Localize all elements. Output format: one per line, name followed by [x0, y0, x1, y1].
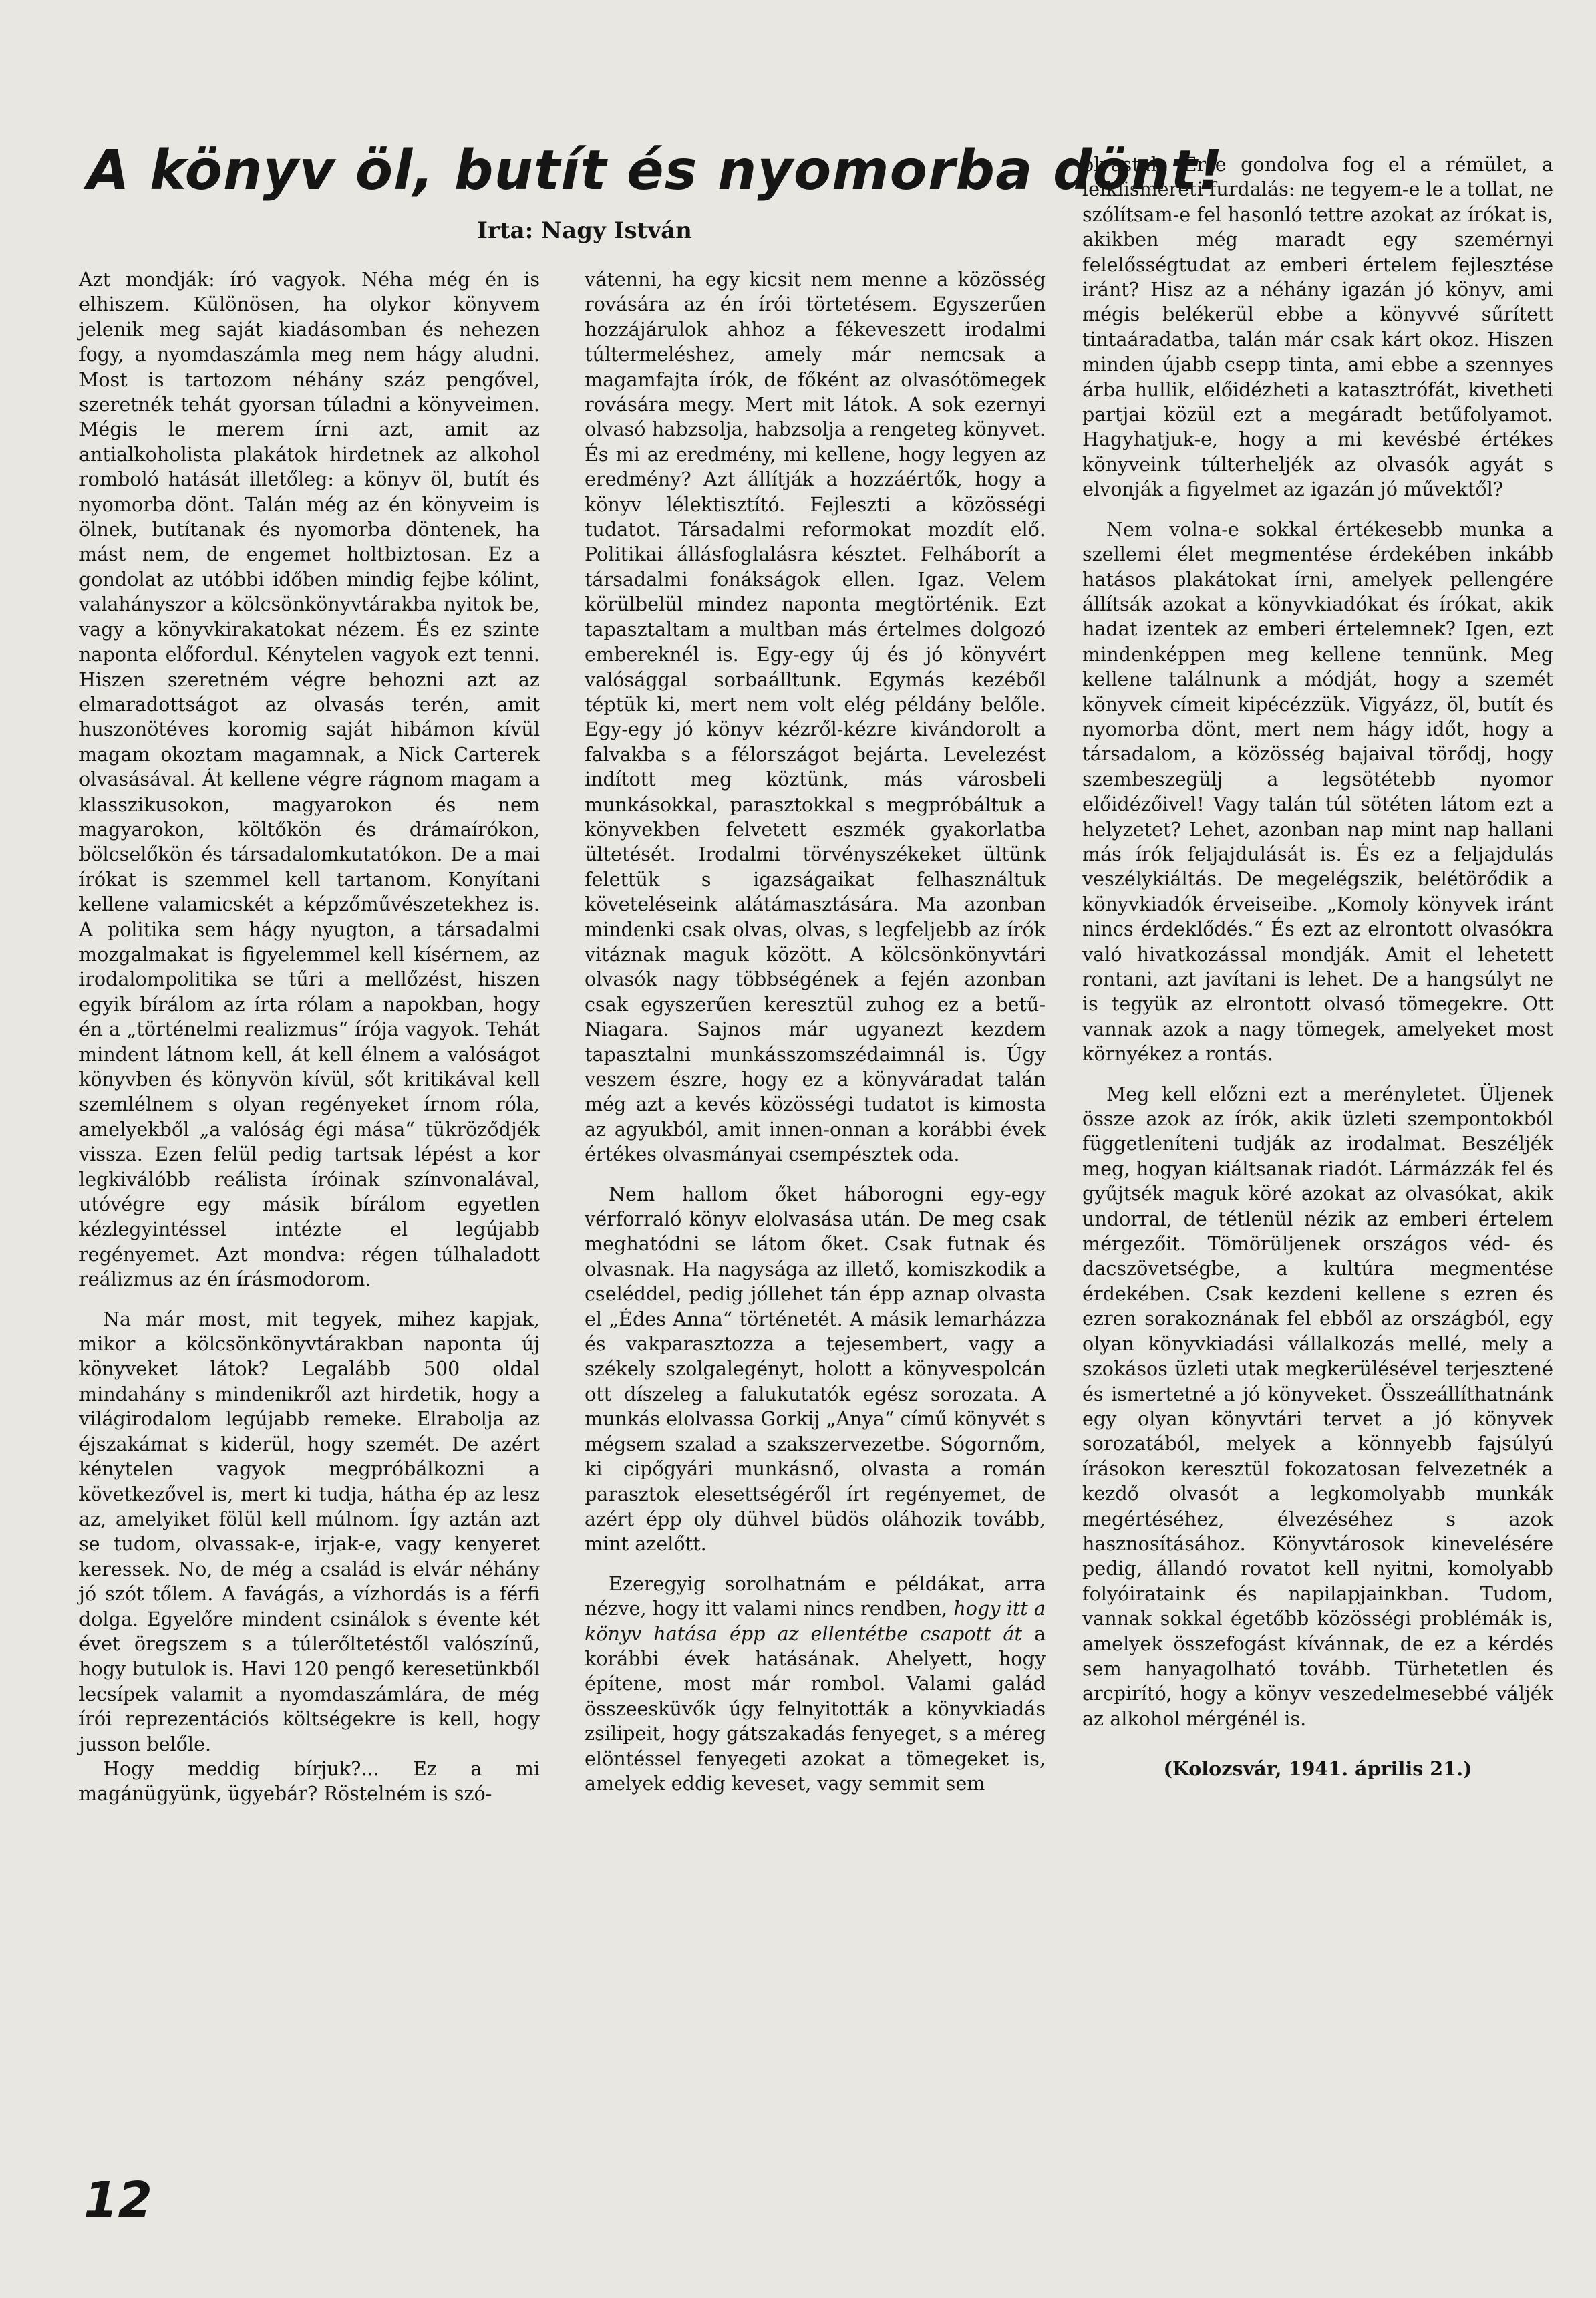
text-column-2	[585, 267, 1046, 1796]
paragraph: Meg kell előzni ezt a merényletet. Üljenek össze azok az írók, akik üzleti szempontokból függetleníteni tudják az irodalmat. Beszéljék meg, hogyan kiáltsanak riadót. Lármázzák fel és gyűjtsék maguk köré azokat az olvasókat, akik undorral, de tétlenül nézik az emberi értelem mérgezőit. Tömörüljenek országos véd- és dacszövetségbe, a kultúra megmentése érdekében. Csak kezdeni kellene s ezren és ezren sorakoznának fel ebből az országból, egy olyan könyvkiadási vállalkozás mellé, mely a szokásos üzleti utak megkerülésével terjesztené és ismertetné a jó könyveket. Összeállíthatnánk egy olyan könyvtári tervet a jó könyvek sorozatából, melyek a könnyebb fajsúlyú írásokon keresztül fokozatosan felvezetnék a kezdő olvasót a legkomolyabb munkák megértéséhez, élvezéséhez s azok hasznosításához. Könyvtárosok kinevelésére pedig, állandó rovatot kell nyitni, komolyabb folyóirataink és napilapjainkban. Tudom, vannak sokkal égetőbb közösségi problémák is, amelyek összefogást kívánnak, de ez a kérdés sem hanyagolható tovább. Türhetetlen és arcpirító, hogy a könyv veszedelmesebbé váljék az alkohol mérgénél is.	[1082, 1082, 1553, 1730]
text-column-3	[1082, 152, 1553, 1782]
paragraph: Nem volna-e sokkal értékesebb munka a szellemi élet megmentése érdekében inkább hatásos plakátokat írni, amelyek pellengére állítsák azokat a könyvkiadókat és írókat, akik hadat izentek az emberi értelemnek? Igen, ezt mindenképpen meg kellene tennünk. Meg kellene találnunk a módját, hogy a szemét könyvek címeit kipécézzük. Vigyázz, öl, butít és nyomorba dönt, mert nem hágy időt, hogy a társadalom, a közösség bajaival törődj, hogy szembeszegülj a legsötétebb nyomor előidézőivel! Vagy talán túl sötéten látom ezt a helyzetet? Lehet, azonban nap mint nap hallani más írók feljajdulását is. És ez a feljajdulás veszélykiáltás. De megelégszik, belétörődik a könyvkiadók érveiseibe. „Komoly könyvek iránt nincs érdeklődés.“ És ezt az elrontott olvasókra való hivatkozással mondják. Amit el lehetett rontani, azt javítani is lehet. De a hangsúlyt ne is tegyük az elrontott olvasó tömegekre. Ott vannak azok a nagy tömegek, amelyeket most környékez a rontás.	[1082, 517, 1553, 1066]
paragraph-text: a korábbi évek hatásának. Ahelyett, hogy építene, most már rombol. Valami galád összeesküvők úgy felnyitották a könyvkiadás zsilipeit, hogy gátszakadás fenyeget, s a méreg elöntéssel fenyegeti azokat a tömegeket is, amelyek eddig keveset, vagy semmit sem	[585, 1622, 1046, 1795]
paragraph-text: Ezeregyig sorolhatnám e példákat, arra nézve, hogy itt valami nincs rendben,	[585, 1572, 1046, 1620]
italic-emphasis: hogy itt a könyv hatása épp az ellentétbe csapott át	[585, 1597, 1046, 1645]
text-column-1	[79, 267, 540, 1807]
paragraph: vátenni, ha egy kicsit nem menne a közösség rovására az én írói törtetésem. Egyszerűen hozzájárulok ahhoz a fékeveszett irodalmi túltermeléshez, amely már nemcsak a magamfajta írók, de főként az olvasótömegek rovására megy. Mert mit látok. A sok ezernyi olvasó habzsolja, habzsolja a rengeteg könyvet. És mi az eredmény, mi kellene, hogy legyen az eredmény? Azt állítják a hozzáértők, hogy a könyv lélektisztító. Fejleszti a közösségi tudatot. Társadalmi reformokat mozdít elő. Politikai állásfoglalásra késztet. Felháborít a társadalmi fonákságok ellen. Igaz. Velem körülbelül mindez naponta megtörténik. Ezt tapasztaltam a multban más értelmes dolgozó embereknél is. Egy-egy új és jó könyvért valósággal sorbaálltunk. Egymás kezéből téptük ki, mert nem volt elég példány belőle. Egy-egy jó könyv kézről-kézre kivándorolt a falvakba s a félországot bejárta. Levelezést indított meg köztünk, más városbeli munkásokkal, parasztokkal s megpróbáltuk a könyvekben felvetett eszmék gyakorlatba ültetését. Irodalmi törvényszékeket ültünk felettük s igazságaikat felhasználtuk követeléseink alátámasztására. Ma azonban mindenki csak olvas, olvas, s legfeljebb az írók vitáznak maguk között. A kölcsönkönyvtári olvasók nagy többségének a fején azonban csak egyszerűen keresztül zuhog ez a betű-Niagara. Sajnos már ugyanezt kezdem tapasztalni munkásszomszédaimnál is. Úgy veszem észre, hogy ez a könyváradat talán még azt a kevés közösségi tudatot is kimosta az agyukból, amit innen-onnan a korábbi évek értékes olvasmányai csempésztek oda.	[585, 268, 1046, 1166]
paragraph: Azt mondják: író vagyok. Néha még én is elhiszem. Különösen, ha olykor könyvem jelenik meg saját kiadásomban és nehezen fogy, a nyomdaszámla meg nem hágy aludni. Most is tartozom néhány száz pengővel, szeretnék tehát gyorsan túladni a könyveimen. Mégis le merem írni azt, amit az antialkoholista plakátok hirdetnek az alkohol romboló hatását illetőleg: a könyv öl, butít és nyomorba dönt. Talán még az én könyveim is ölnek, butítanak és nyomorba döntenek, ha mást nem, de engemet holtbiztosan. Ez a gondolat az utóbbi időben mindig fejbe kólint, valahányszor a kölcsönkönyvtárakba nyitok be, vagy a könyvkirakatokat nézem. És ez szinte naponta előfordul. Kénytelen vagyok ezt tenni. Hiszen szeretném végre behozni azt az elmaradottságot az olvasás terén, amit huszonötéves koromig saját hibámon kívül magam okoztam magamnak, a Nick Carterek olvasásával. Át kellene végre rágnom magam a klasszikusokon, magyarokon és nem magyarokon, költőkön és drámaírókon, bölcselőkön és társadalomkutatókon. De a mai írókat is szemmel kell tartanom. Konyítani kellene valamicskét a képzőművészetekhez is. A politika sem hágy nyugton, a társadalmi mozgalmakat is figyelemmel kell kísérnem, az irodalompolitika se tűri a mellőzést, hiszen egyik bírálom az írta rólam a napokban, hogy én a „történelmi realizmus“ írója vagyok. Tehát mindent látnom kell, át kell élnem a valóságot könyvben és könyvön kívül, sőt kritikával kell szemlélnem s olyan regényeket írnom róla, amelyekből „a valóság égi mása“ tükröződjék vissza. Ezen felül pedig tartsak lépést a kor legkiválóbb reálista íróinak színvonalával, utóvégre egy másik bírálom egyetlen kézlegyintéssel intézte el legújabb regényemet. Azt mondva: régen túlhaladott reálizmus az én írásmodorom.	[79, 268, 540, 1291]
paragraph	[585, 1572, 1046, 1797]
paragraph: Nem hallom őket háborogni egy-egy vérforraló könyv elolvasása után. De meg csak meghatódni se látom őket. Csak futnak és olvasnak. Ha nagysága az illető, komiszkodik a cseléddel, pedig jóllehet tán épp aznap olvasta el „Édes Anna“ történetét. A másik lemarházza és vakparasztozza a tejesembert, vagy a székely szolgalegényt, holott a könyvespolcán ott díszeleg a falukutatók egész sorozata. A munkás elolvassa Gorkij „Anya“ című könyvét s mégsem szalad a szakszervezetbe. Sógornőm, ki cipőgyári munkásnő, olvasta a román parasztok elesettségéről írt regényemet, de azért épp oly dühvel büdös oláhozik tovább, mint azelőtt.	[585, 1182, 1046, 1556]
page-number: 12	[84, 2172, 152, 2229]
paragraph: Hogy meddig bírjuk?... Ez a mi magánügyünk, ügyebár? Röstelném is szó-	[79, 1757, 540, 1806]
paragraph: olvastak. Erre gondolva fog el a rémület, a lelkiismereti furdalás: ne tegyem-e le a tollat, ne szólítsam-e fel hasonló tettre azokat az írókat is, akikben még maradt egy szemérnyi felelősségtudat az emberi értelem fejlesztése iránt? Hisz az a néhány igazán jó könyv, ami mégis belékerül ebbe a könyvvé sűrített tintaáradatba, talán már csak kárt okoz. Hiszen minden újabb csepp tinta, ami ebbe a szennyes árba hullik, előidézheti a katasztrófát, kivetheti partjai közül ezt a megáradt betűfolyamot. Hagyhatjuk-e, hogy a mi kevésbé értékes könyveink túlterheljék az olvasók agyát s elvonják a figyelmet az igazán jó művektől?	[1082, 153, 1553, 501]
paragraph: Na már most, mit tegyek, mihez kapjak, mikor a kölcsönkönyvtárakban naponta új könyveket látok? Legalább 500 oldal mindahány s mindenikről azt hirdetik, hogy a világirodalom legújabb remeke. Elrabolja az éjszakámat s kiderül, hogy szemét. De azért kénytelen vagyok megpróbálkozni a következővel is, mert ki tudja, hátha ép az lesz az, amelyiket fölül kell múlnom. Így aztán azt se tudom, olvassak-e, irjak-e, vagy kenyeret keressek. No, de még a család is elvár néhány jó szót tőlem. A favágás, a vízhordás is a férfi dolga. Egyelőre mindent csinálok s évente két évet öregszem s a túlerőltetéstől valószínű, hogy butulok is. Havi 120 pengő keresetünkből lecsípek valamit a nyomdaszámlára, de még írói reprezentációs költségekre is kell, hogy jusson belőle.	[79, 1307, 540, 1755]
article-byline: Irta: Nagy István	[477, 217, 692, 244]
article-signature: (Kolozsvár, 1941. április 21.)	[1163, 1757, 1472, 1781]
article-title: A könyv öl, butít és nyomorba dönt!	[87, 139, 1223, 202]
